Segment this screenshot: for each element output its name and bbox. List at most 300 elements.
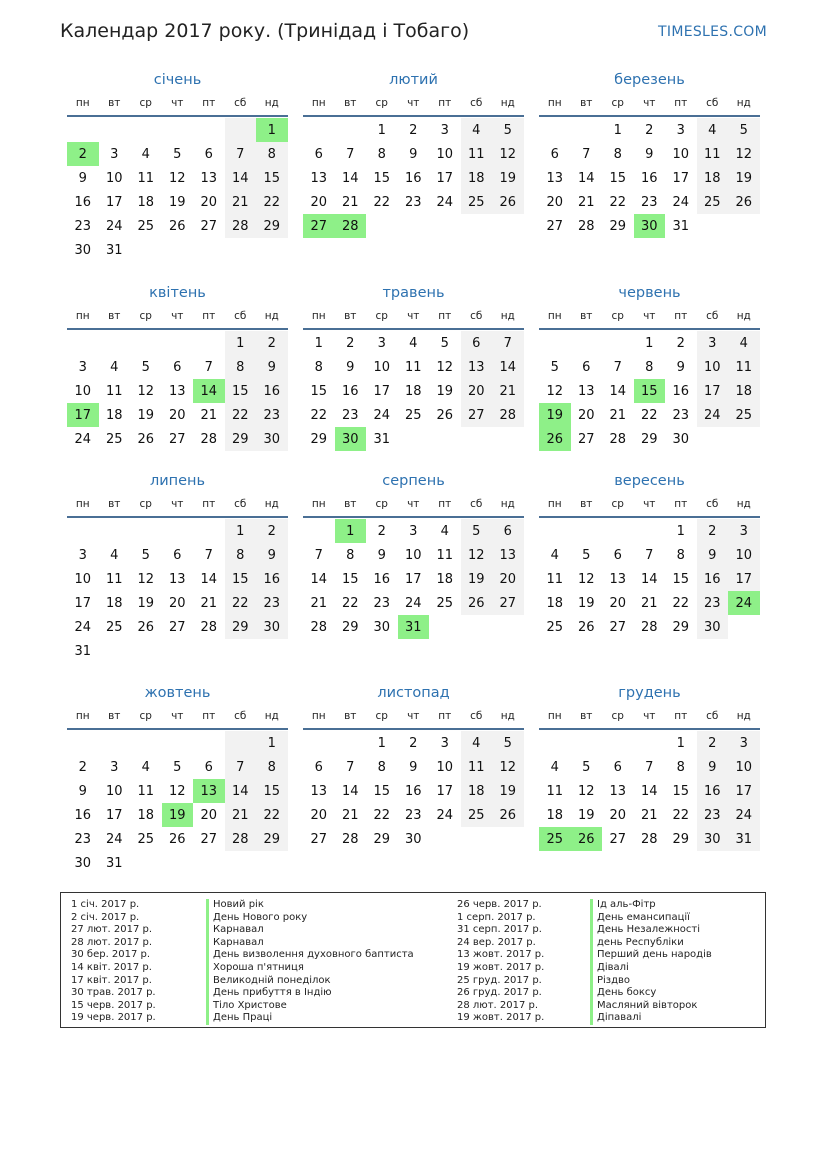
day-cell[interactable]: 17	[672, 170, 690, 186]
day-cell[interactable]: 17	[105, 194, 123, 210]
day-cell[interactable]: 23	[256, 591, 288, 615]
day-cell[interactable]: 15	[373, 170, 391, 186]
day-cell[interactable]: 13	[577, 383, 595, 399]
day-cell[interactable]: 23	[341, 407, 359, 423]
day-cell[interactable]: 9	[697, 755, 729, 779]
day-cell[interactable]: 5	[141, 547, 150, 563]
day-cell[interactable]: 23	[404, 807, 422, 823]
holiday-day-cell[interactable]: 31	[398, 615, 430, 639]
day-cell[interactable]: 8	[676, 759, 685, 775]
day-cell[interactable]: 28	[310, 619, 328, 635]
day-cell[interactable]: 27	[200, 218, 218, 234]
day-cell[interactable]: 3	[409, 523, 418, 539]
day-cell[interactable]: 12	[168, 783, 186, 799]
day-cell[interactable]: 21	[225, 803, 257, 827]
day-cell[interactable]: 28	[225, 214, 257, 238]
day-cell[interactable]: 30	[697, 615, 729, 639]
day-cell[interactable]: 29	[373, 831, 391, 847]
day-cell[interactable]: 16	[672, 383, 690, 399]
day-cell[interactable]: 23	[697, 803, 729, 827]
day-cell[interactable]: 2	[676, 335, 685, 351]
day-cell[interactable]: 18	[461, 779, 493, 803]
day-cell[interactable]: 13	[492, 543, 524, 567]
day-cell[interactable]: 24	[672, 194, 690, 210]
day-cell[interactable]: 9	[697, 543, 729, 567]
day-cell[interactable]: 9	[409, 146, 418, 162]
day-cell[interactable]: 15	[310, 383, 328, 399]
day-cell[interactable]: 28	[225, 827, 257, 851]
day-cell[interactable]: 25	[436, 595, 454, 611]
day-cell[interactable]: 31	[105, 855, 123, 871]
day-cell[interactable]: 27	[577, 431, 595, 447]
day-cell[interactable]: 2	[697, 519, 729, 543]
holiday-day-cell[interactable]: 25	[539, 827, 571, 851]
day-cell[interactable]: 3	[728, 731, 760, 755]
day-cell[interactable]: 27	[609, 619, 627, 635]
day-cell[interactable]: 13	[461, 355, 493, 379]
day-cell[interactable]: 20	[577, 407, 595, 423]
day-cell[interactable]: 6	[173, 359, 182, 375]
day-cell[interactable]: 28	[200, 619, 218, 635]
holiday-day-cell[interactable]: 1	[335, 519, 367, 543]
day-cell[interactable]: 7	[204, 359, 213, 375]
day-cell[interactable]: 20	[609, 807, 627, 823]
day-cell[interactable]: 27	[461, 403, 493, 427]
day-cell[interactable]: 12	[546, 383, 564, 399]
day-cell[interactable]: 29	[640, 431, 658, 447]
day-cell[interactable]: 7	[492, 331, 524, 355]
day-cell[interactable]: 27	[492, 591, 524, 615]
day-cell[interactable]: 6	[204, 146, 213, 162]
day-cell[interactable]: 14	[341, 170, 359, 186]
day-cell[interactable]: 20	[168, 595, 186, 611]
day-cell[interactable]: 25	[461, 190, 493, 214]
day-cell[interactable]: 10	[728, 543, 760, 567]
day-cell[interactable]: 2	[256, 331, 288, 355]
day-cell[interactable]: 11	[546, 571, 564, 587]
day-cell[interactable]: 19	[728, 166, 760, 190]
day-cell[interactable]: 9	[645, 146, 654, 162]
day-cell[interactable]: 15	[672, 783, 690, 799]
day-cell[interactable]: 19	[577, 595, 595, 611]
day-cell[interactable]: 7	[645, 547, 654, 563]
day-cell[interactable]: 14	[577, 170, 595, 186]
day-cell[interactable]: 23	[672, 407, 690, 423]
day-cell[interactable]: 26	[168, 218, 186, 234]
day-cell[interactable]: 9	[676, 359, 685, 375]
holiday-day-cell[interactable]: 19	[162, 803, 194, 827]
day-cell[interactable]: 4	[440, 523, 449, 539]
day-cell[interactable]: 13	[546, 170, 564, 186]
day-cell[interactable]: 1	[377, 122, 386, 138]
day-cell[interactable]: 7	[225, 142, 257, 166]
day-cell[interactable]: 31	[74, 643, 92, 659]
day-cell[interactable]: 22	[256, 190, 288, 214]
day-cell[interactable]: 6	[461, 331, 493, 355]
day-cell[interactable]: 4	[141, 759, 150, 775]
day-cell[interactable]: 25	[137, 218, 155, 234]
day-cell[interactable]: 28	[341, 831, 359, 847]
day-cell[interactable]: 3	[377, 335, 386, 351]
day-cell[interactable]: 23	[373, 595, 391, 611]
day-cell[interactable]: 18	[137, 194, 155, 210]
day-cell[interactable]: 20	[200, 807, 218, 823]
day-cell[interactable]: 25	[105, 431, 123, 447]
day-cell[interactable]: 30	[672, 431, 690, 447]
day-cell[interactable]: 23	[697, 591, 729, 615]
day-cell[interactable]: 21	[609, 407, 627, 423]
day-cell[interactable]: 6	[314, 759, 323, 775]
day-cell[interactable]: 21	[310, 595, 328, 611]
holiday-day-cell[interactable]: 26	[571, 827, 603, 851]
day-cell[interactable]: 19	[492, 166, 524, 190]
day-cell[interactable]: 3	[676, 122, 685, 138]
day-cell[interactable]: 31	[672, 218, 690, 234]
day-cell[interactable]: 7	[613, 359, 622, 375]
day-cell[interactable]: 7	[225, 755, 257, 779]
day-cell[interactable]: 6	[582, 359, 591, 375]
day-cell[interactable]: 21	[200, 595, 218, 611]
day-cell[interactable]: 22	[672, 595, 690, 611]
day-cell[interactable]: 22	[373, 194, 391, 210]
day-cell[interactable]: 27	[310, 831, 328, 847]
day-cell[interactable]: 6	[550, 146, 559, 162]
day-cell[interactable]: 18	[105, 595, 123, 611]
day-cell[interactable]: 31	[728, 827, 760, 851]
day-cell[interactable]: 30	[697, 827, 729, 851]
day-cell[interactable]: 7	[314, 547, 323, 563]
day-cell[interactable]: 11	[436, 547, 454, 563]
day-cell[interactable]: 15	[341, 571, 359, 587]
day-cell[interactable]: 14	[341, 783, 359, 799]
day-cell[interactable]: 12	[168, 170, 186, 186]
day-cell[interactable]: 11	[728, 355, 760, 379]
day-cell[interactable]: 29	[341, 619, 359, 635]
day-cell[interactable]: 23	[74, 218, 92, 234]
day-cell[interactable]: 10	[105, 170, 123, 186]
day-cell[interactable]: 5	[173, 146, 182, 162]
day-cell[interactable]: 4	[461, 731, 493, 755]
day-cell[interactable]: 10	[105, 783, 123, 799]
day-cell[interactable]: 18	[137, 807, 155, 823]
day-cell[interactable]: 5	[582, 547, 591, 563]
day-cell[interactable]: 23	[74, 831, 92, 847]
day-cell[interactable]: 13	[168, 571, 186, 587]
day-cell[interactable]: 26	[461, 591, 493, 615]
day-cell[interactable]: 23	[404, 194, 422, 210]
day-cell[interactable]: 4	[550, 759, 559, 775]
day-cell[interactable]: 24	[74, 619, 92, 635]
day-cell[interactable]: 23	[256, 403, 288, 427]
day-cell[interactable]: 22	[672, 807, 690, 823]
holiday-day-cell[interactable]: 30	[335, 427, 367, 451]
day-cell[interactable]: 14	[609, 383, 627, 399]
day-cell[interactable]: 4	[110, 547, 119, 563]
day-cell[interactable]: 10	[672, 146, 690, 162]
day-cell[interactable]: 16	[341, 383, 359, 399]
day-cell[interactable]: 3	[110, 759, 119, 775]
day-cell[interactable]: 28	[492, 403, 524, 427]
day-cell[interactable]: 19	[436, 383, 454, 399]
day-cell[interactable]: 29	[225, 427, 257, 451]
holiday-day-cell[interactable]: 1	[256, 118, 288, 142]
day-cell[interactable]: 9	[78, 170, 87, 186]
day-cell[interactable]: 29	[672, 619, 690, 635]
day-cell[interactable]: 1	[377, 735, 386, 751]
day-cell[interactable]: 16	[256, 379, 288, 403]
day-cell[interactable]: 17	[436, 783, 454, 799]
day-cell[interactable]: 21	[341, 194, 359, 210]
day-cell[interactable]: 25	[137, 831, 155, 847]
day-cell[interactable]: 14	[225, 779, 257, 803]
day-cell[interactable]: 20	[546, 194, 564, 210]
day-cell[interactable]: 16	[640, 170, 658, 186]
day-cell[interactable]: 12	[728, 142, 760, 166]
day-cell[interactable]: 21	[577, 194, 595, 210]
day-cell[interactable]: 3	[440, 122, 449, 138]
day-cell[interactable]: 6	[613, 547, 622, 563]
day-cell[interactable]: 24	[697, 403, 729, 427]
day-cell[interactable]: 1	[613, 122, 622, 138]
day-cell[interactable]: 20	[310, 194, 328, 210]
day-cell[interactable]: 26	[492, 190, 524, 214]
day-cell[interactable]: 24	[74, 431, 92, 447]
day-cell[interactable]: 15	[256, 166, 288, 190]
day-cell[interactable]: 10	[436, 146, 454, 162]
day-cell[interactable]: 5	[461, 519, 493, 543]
day-cell[interactable]: 25	[728, 403, 760, 427]
holiday-day-cell[interactable]: 19	[539, 403, 571, 427]
day-cell[interactable]: 18	[105, 407, 123, 423]
day-cell[interactable]: 27	[609, 831, 627, 847]
day-cell[interactable]: 21	[640, 807, 658, 823]
day-cell[interactable]: 11	[404, 359, 422, 375]
day-cell[interactable]: 19	[492, 779, 524, 803]
day-cell[interactable]: 8	[377, 146, 386, 162]
day-cell[interactable]: 24	[728, 803, 760, 827]
day-cell[interactable]: 8	[377, 759, 386, 775]
day-cell[interactable]: 8	[225, 543, 257, 567]
day-cell[interactable]: 19	[461, 567, 493, 591]
day-cell[interactable]: 10	[728, 755, 760, 779]
day-cell[interactable]: 2	[645, 122, 654, 138]
day-cell[interactable]: 25	[461, 803, 493, 827]
day-cell[interactable]: 4	[409, 335, 418, 351]
day-cell[interactable]: 7	[645, 759, 654, 775]
day-cell[interactable]: 10	[373, 359, 391, 375]
day-cell[interactable]: 9	[377, 547, 386, 563]
day-cell[interactable]: 2	[346, 335, 355, 351]
day-cell[interactable]: 27	[546, 218, 564, 234]
day-cell[interactable]: 19	[137, 595, 155, 611]
day-cell[interactable]: 24	[373, 407, 391, 423]
day-cell[interactable]: 1	[225, 331, 257, 355]
day-cell[interactable]: 15	[373, 783, 391, 799]
day-cell[interactable]: 28	[640, 831, 658, 847]
day-cell[interactable]: 22	[225, 403, 257, 427]
day-cell[interactable]: 27	[200, 831, 218, 847]
day-cell[interactable]: 11	[137, 170, 155, 186]
day-cell[interactable]: 10	[404, 547, 422, 563]
day-cell[interactable]: 17	[697, 379, 729, 403]
day-cell[interactable]: 31	[105, 242, 123, 258]
day-cell[interactable]: 12	[137, 383, 155, 399]
holiday-day-cell[interactable]: 15	[634, 379, 666, 403]
day-cell[interactable]: 7	[346, 759, 355, 775]
day-cell[interactable]: 3	[78, 547, 87, 563]
day-cell[interactable]: 16	[697, 779, 729, 803]
day-cell[interactable]: 13	[168, 383, 186, 399]
day-cell[interactable]: 1	[645, 335, 654, 351]
day-cell[interactable]: 16	[256, 567, 288, 591]
day-cell[interactable]: 28	[640, 619, 658, 635]
day-cell[interactable]: 7	[346, 146, 355, 162]
day-cell[interactable]: 26	[436, 407, 454, 423]
day-cell[interactable]: 16	[404, 170, 422, 186]
day-cell[interactable]: 4	[110, 359, 119, 375]
day-cell[interactable]: 29	[310, 431, 328, 447]
day-cell[interactable]: 11	[105, 383, 123, 399]
day-cell[interactable]: 5	[492, 118, 524, 142]
day-cell[interactable]: 22	[256, 803, 288, 827]
day-cell[interactable]: 14	[310, 571, 328, 587]
day-cell[interactable]: 8	[676, 547, 685, 563]
day-cell[interactable]: 12	[137, 571, 155, 587]
day-cell[interactable]: 26	[728, 190, 760, 214]
day-cell[interactable]: 20	[168, 407, 186, 423]
day-cell[interactable]: 26	[168, 831, 186, 847]
day-cell[interactable]: 17	[373, 383, 391, 399]
day-cell[interactable]: 28	[577, 218, 595, 234]
day-cell[interactable]: 21	[200, 407, 218, 423]
day-cell[interactable]: 21	[640, 595, 658, 611]
day-cell[interactable]: 10	[74, 383, 92, 399]
day-cell[interactable]: 30	[373, 619, 391, 635]
day-cell[interactable]: 20	[461, 379, 493, 403]
day-cell[interactable]: 1	[225, 519, 257, 543]
day-cell[interactable]: 10	[697, 355, 729, 379]
day-cell[interactable]: 22	[225, 591, 257, 615]
day-cell[interactable]: 16	[697, 567, 729, 591]
day-cell[interactable]: 20	[310, 807, 328, 823]
day-cell[interactable]: 3	[78, 359, 87, 375]
day-cell[interactable]: 12	[461, 543, 493, 567]
day-cell[interactable]: 17	[728, 779, 760, 803]
day-cell[interactable]: 16	[74, 194, 92, 210]
holiday-day-cell[interactable]: 26	[539, 427, 571, 451]
day-cell[interactable]: 10	[436, 759, 454, 775]
day-cell[interactable]: 5	[173, 759, 182, 775]
day-cell[interactable]: 3	[697, 331, 729, 355]
day-cell[interactable]: 12	[577, 571, 595, 587]
day-cell[interactable]: 13	[200, 170, 218, 186]
holiday-day-cell[interactable]: 28	[335, 214, 367, 238]
day-cell[interactable]: 22	[373, 807, 391, 823]
day-cell[interactable]: 5	[728, 118, 760, 142]
day-cell[interactable]: 25	[105, 619, 123, 635]
day-cell[interactable]: 11	[546, 783, 564, 799]
day-cell[interactable]: 17	[105, 807, 123, 823]
day-cell[interactable]: 19	[577, 807, 595, 823]
day-cell[interactable]: 26	[137, 619, 155, 635]
day-cell[interactable]: 13	[609, 571, 627, 587]
day-cell[interactable]: 4	[728, 331, 760, 355]
day-cell[interactable]: 10	[74, 571, 92, 587]
holiday-day-cell[interactable]: 14	[193, 379, 225, 403]
day-cell[interactable]: 4	[141, 146, 150, 162]
day-cell[interactable]: 19	[168, 194, 186, 210]
day-cell[interactable]: 15	[672, 571, 690, 587]
holiday-day-cell[interactable]: 24	[728, 591, 760, 615]
day-cell[interactable]: 4	[550, 547, 559, 563]
day-cell[interactable]: 18	[697, 166, 729, 190]
day-cell[interactable]: 1	[256, 731, 288, 755]
day-cell[interactable]: 6	[613, 759, 622, 775]
day-cell[interactable]: 25	[697, 190, 729, 214]
day-cell[interactable]: 9	[78, 783, 87, 799]
day-cell[interactable]: 7	[582, 146, 591, 162]
day-cell[interactable]: 24	[105, 831, 123, 847]
day-cell[interactable]: 2	[377, 523, 386, 539]
day-cell[interactable]: 19	[137, 407, 155, 423]
day-cell[interactable]: 5	[582, 759, 591, 775]
day-cell[interactable]: 1	[314, 335, 323, 351]
day-cell[interactable]: 17	[74, 595, 92, 611]
day-cell[interactable]: 2	[409, 122, 418, 138]
day-cell[interactable]: 7	[204, 547, 213, 563]
day-cell[interactable]: 30	[74, 242, 92, 258]
day-cell[interactable]: 8	[613, 146, 622, 162]
day-cell[interactable]: 31	[373, 431, 391, 447]
day-cell[interactable]: 8	[225, 355, 257, 379]
day-cell[interactable]: 24	[105, 218, 123, 234]
day-cell[interactable]: 14	[200, 571, 218, 587]
day-cell[interactable]: 22	[341, 595, 359, 611]
day-cell[interactable]: 30	[404, 831, 422, 847]
day-cell[interactable]: 9	[409, 759, 418, 775]
day-cell[interactable]: 14	[640, 783, 658, 799]
day-cell[interactable]: 27	[168, 431, 186, 447]
day-cell[interactable]: 11	[461, 755, 493, 779]
day-cell[interactable]: 17	[728, 567, 760, 591]
day-cell[interactable]: 6	[204, 759, 213, 775]
brand-link[interactable]: TIMESLES.COM	[658, 24, 767, 40]
day-cell[interactable]: 28	[200, 431, 218, 447]
day-cell[interactable]: 20	[492, 567, 524, 591]
day-cell[interactable]: 29	[256, 214, 288, 238]
day-cell[interactable]: 2	[409, 735, 418, 751]
day-cell[interactable]: 2	[256, 519, 288, 543]
day-cell[interactable]: 29	[225, 615, 257, 639]
day-cell[interactable]: 21	[492, 379, 524, 403]
day-cell[interactable]: 28	[609, 431, 627, 447]
day-cell[interactable]: 26	[577, 619, 595, 635]
day-cell[interactable]: 18	[436, 571, 454, 587]
day-cell[interactable]: 29	[256, 827, 288, 851]
day-cell[interactable]: 18	[404, 383, 422, 399]
day-cell[interactable]: 4	[697, 118, 729, 142]
day-cell[interactable]: 11	[697, 142, 729, 166]
day-cell[interactable]: 11	[137, 783, 155, 799]
day-cell[interactable]: 13	[310, 783, 328, 799]
day-cell[interactable]: 30	[256, 615, 288, 639]
holiday-day-cell[interactable]: 17	[67, 403, 99, 427]
day-cell[interactable]: 14	[492, 355, 524, 379]
day-cell[interactable]: 21	[341, 807, 359, 823]
day-cell[interactable]: 8	[645, 359, 654, 375]
holiday-day-cell[interactable]: 30	[634, 214, 666, 238]
day-cell[interactable]: 9	[256, 355, 288, 379]
